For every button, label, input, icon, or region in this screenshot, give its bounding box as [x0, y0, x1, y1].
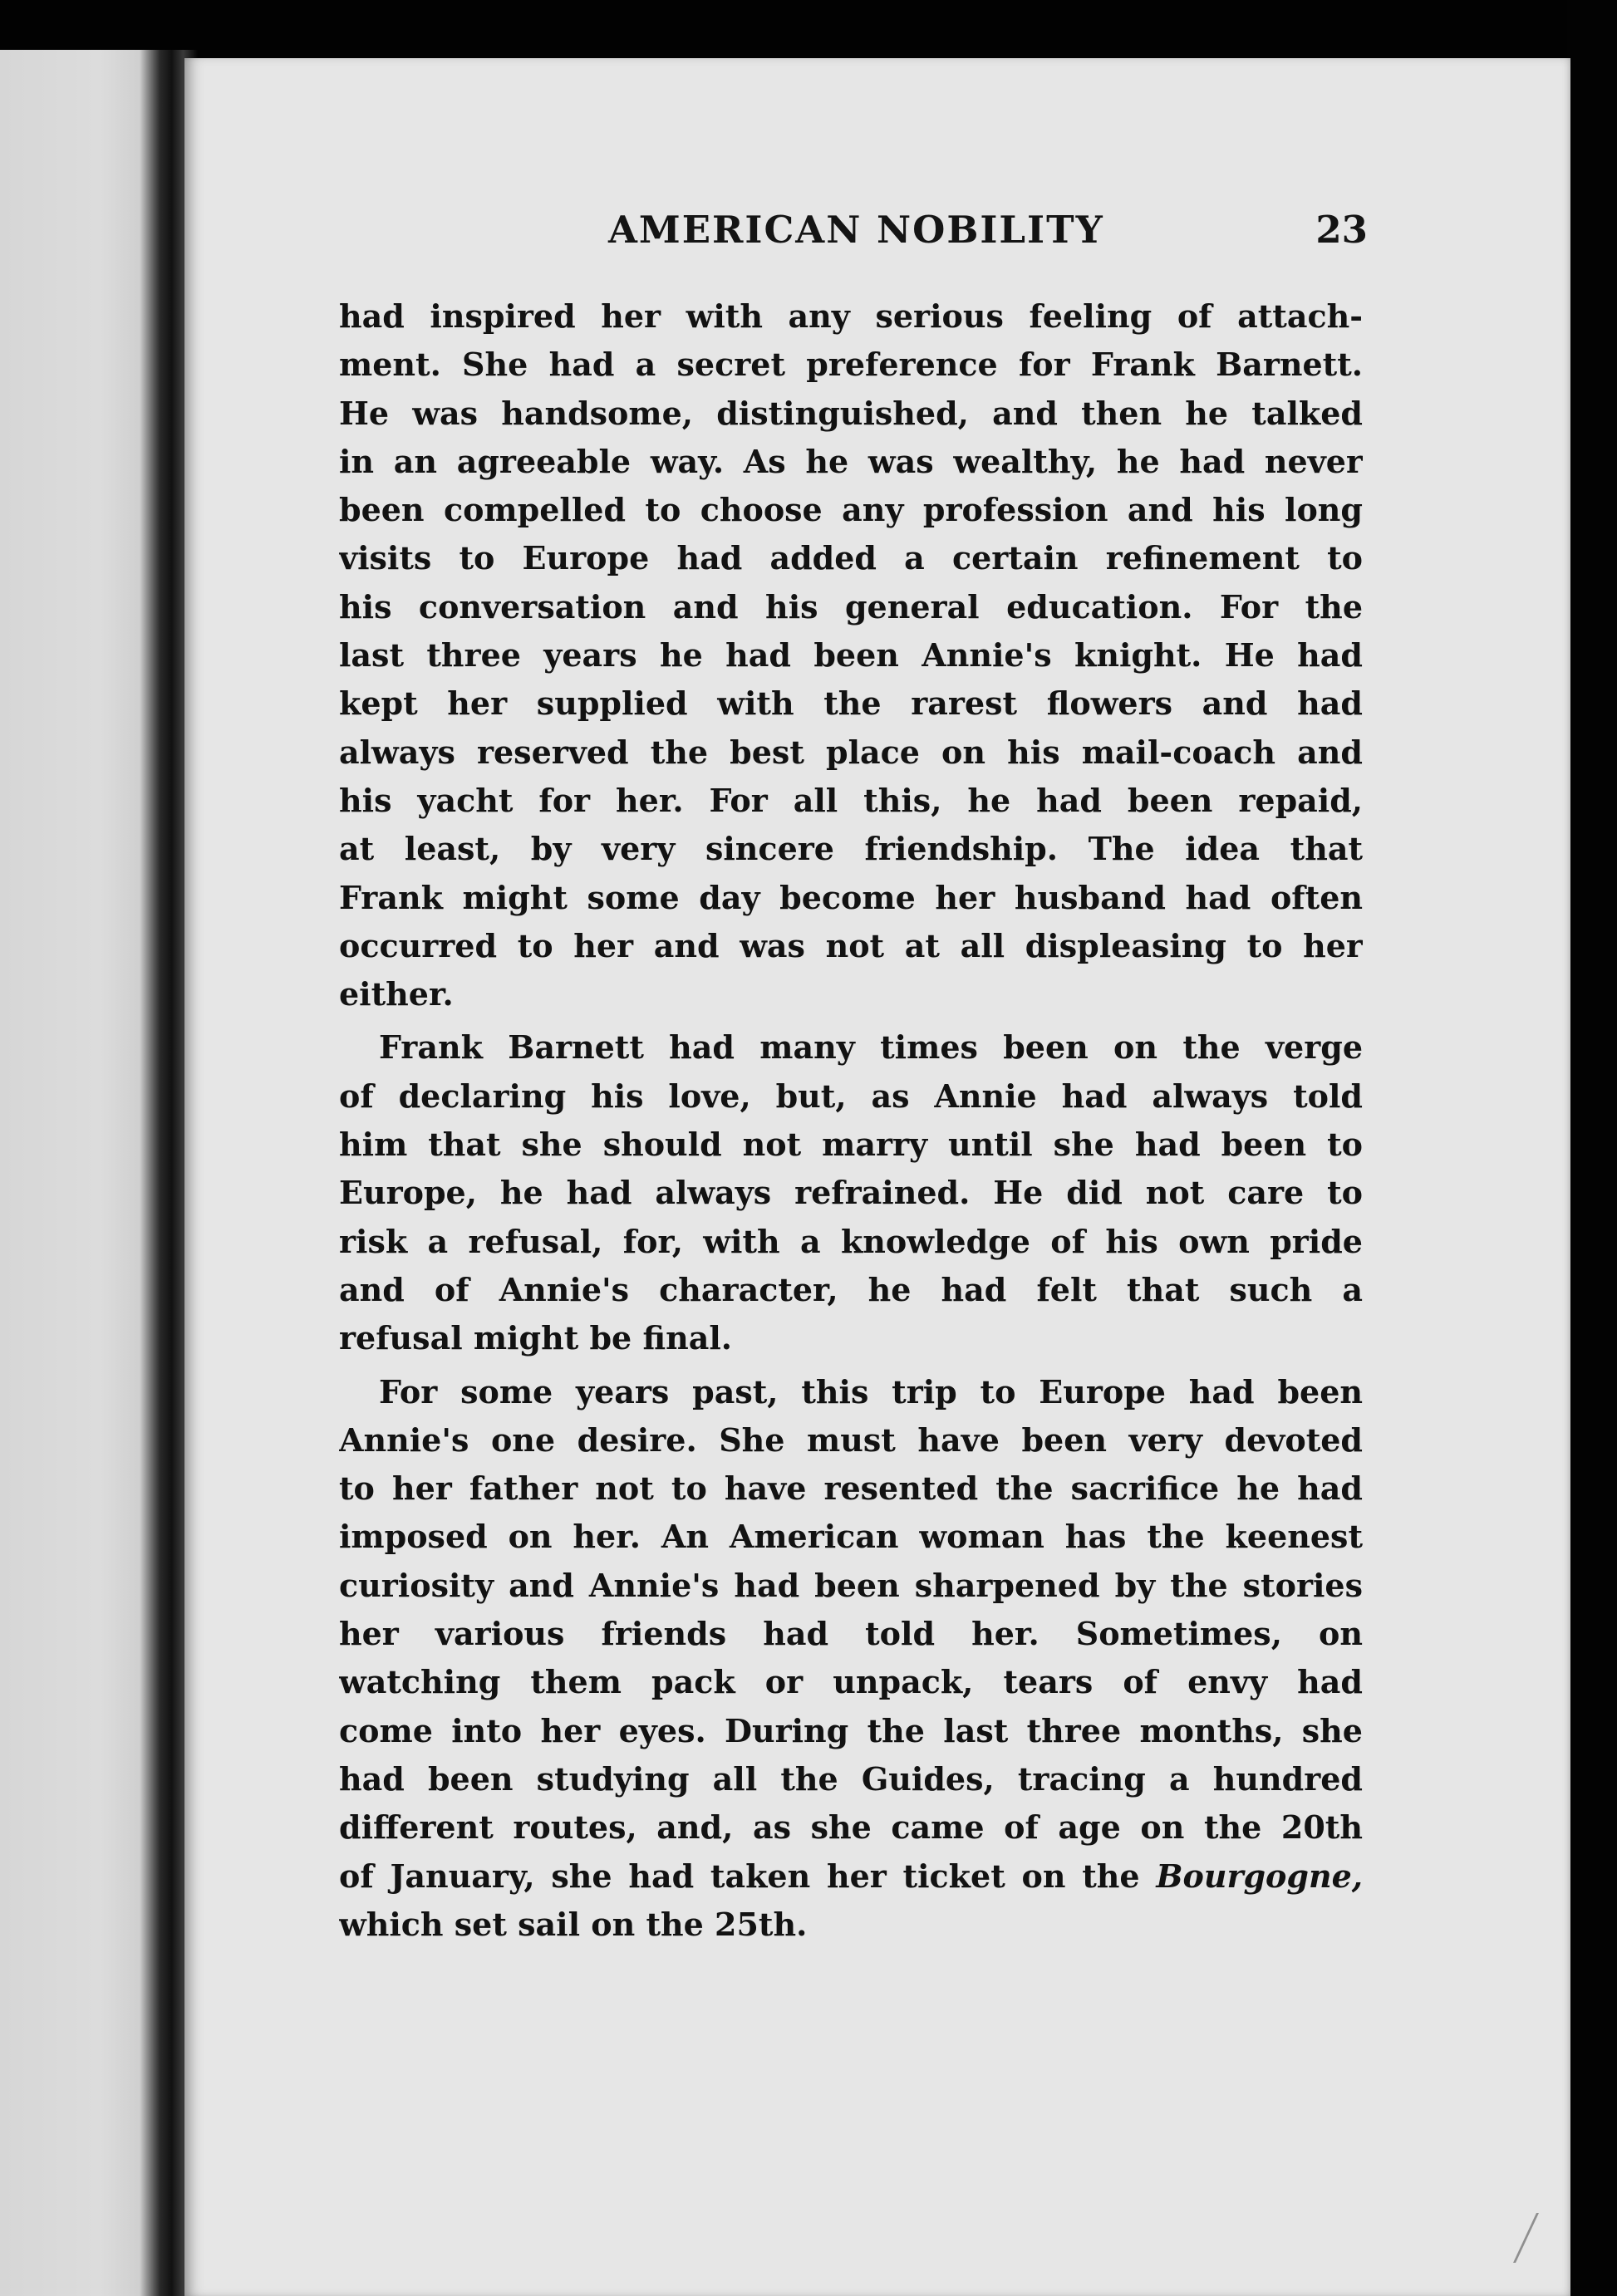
text-line: He was handsome, distinguished, and then he talked: [339, 394, 1363, 432]
text-line: For some years past, this trip to Europe had been: [379, 1372, 1363, 1410]
text-line: different routes, and, as she came of age on the 20th: [339, 1808, 1363, 1847]
text-line: to her father not to have resented the sacrifice he had: [339, 1469, 1363, 1508]
text-line: had inspired her with any serious feeling of attach-: [339, 297, 1363, 335]
text-line-with-italic: [339, 1852, 1363, 1901]
text-line: which set sail on the 25th.: [339, 1905, 808, 1943]
text-line: Europe, he had always refrained. He did not care to: [339, 1174, 1363, 1212]
paragraph-1: [339, 292, 1363, 1018]
paragraph-3: [339, 1368, 1363, 1950]
text-line: watching them pack or unpack, tears of envy had: [339, 1663, 1363, 1701]
text-line: him that she should not marry until she had been to: [339, 1126, 1363, 1164]
text-line: kept her supplied with the rarest flowers and had: [339, 684, 1363, 723]
text-line: his yacht for her. For all this, he had been repaid,: [339, 781, 1363, 819]
body-text: [339, 292, 1363, 1954]
text-line: come into her eyes. During the last three months, she: [339, 1711, 1363, 1749]
text-line: and of Annie's character, he had felt that such a: [339, 1270, 1363, 1308]
text-line: at least, by very sincere friendship. The idea that: [339, 830, 1363, 868]
text-line: in an agreeable way. As he was wealthy, he had never: [339, 442, 1363, 480]
text-line: always reserved the best place on his mail-coach and: [339, 733, 1363, 771]
text-fragment: of January, she had taken her ticket on the: [339, 1857, 1157, 1895]
text-line: had been studying all the Guides, tracing a hundred: [339, 1759, 1363, 1798]
text-line: been compelled to choose any profession and his long: [339, 491, 1363, 529]
text-line: refusal might be final.: [339, 1319, 732, 1357]
scan-right-border: [1567, 0, 1617, 2296]
paragraph-2: [339, 1023, 1363, 1362]
text-line: risk a refusal, for, with a knowledge of his own pride: [339, 1222, 1363, 1260]
text-line: imposed on her. An American woman has the keenest: [339, 1518, 1363, 1556]
running-head: [422, 208, 1368, 258]
text-line: either.: [339, 975, 454, 1013]
text-line: occurred to her and was not at all displeasing to her: [339, 926, 1363, 964]
text-line: ment. She had a secret preference for Frank Barnett.: [339, 346, 1363, 384]
text-line: Frank Barnett had many times been on the verge: [379, 1028, 1363, 1067]
text-line: Annie's one desire. She must have been very devoted: [339, 1420, 1363, 1459]
text-line: last three years he had been Annie's knight. He had: [339, 636, 1363, 675]
text-line: Frank might some day become her husband had often: [339, 878, 1363, 916]
running-title: AMERICAN NOBILITY: [608, 208, 1104, 252]
page-number: 23: [1315, 208, 1368, 252]
text-line: his conversation and his general education. For the: [339, 587, 1363, 626]
text-line: of declaring his love, but, as Annie had always told: [339, 1077, 1363, 1115]
text-line: curiosity and Annie's had been sharpened by the stories: [339, 1566, 1363, 1604]
text-line: her various friends had told her. Sometimes, on: [339, 1615, 1363, 1653]
text-line: visits to Europe had added a certain refinement to: [339, 539, 1363, 577]
scan-top-border: [0, 0, 1617, 60]
ship-name: Bourgogne,: [1156, 1857, 1363, 1895]
